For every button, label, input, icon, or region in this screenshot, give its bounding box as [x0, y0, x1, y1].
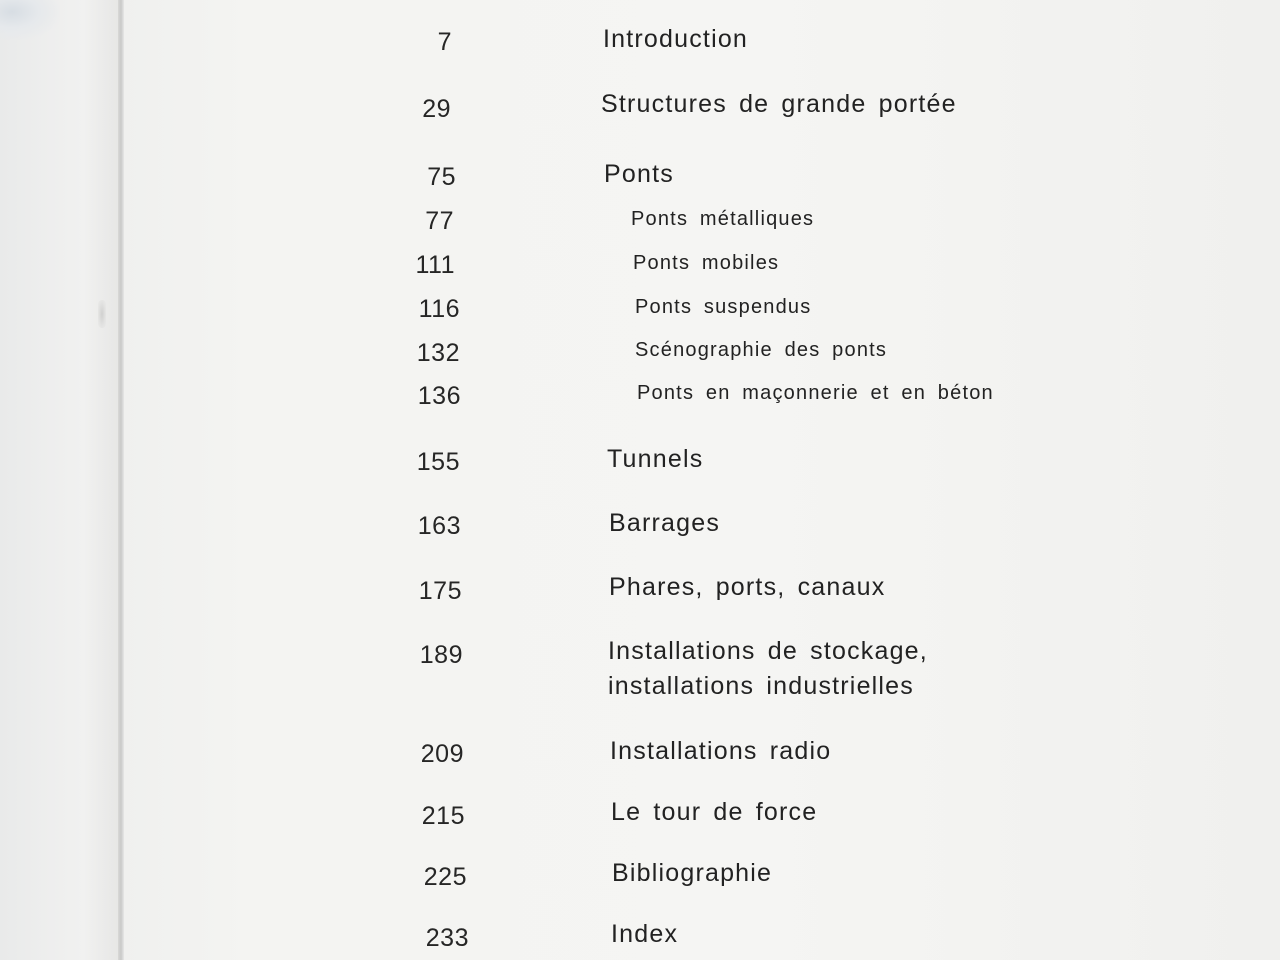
ink-smudge: [0, 0, 60, 40]
toc-entry-title-line: installations industrielles: [608, 672, 914, 700]
toc-page-number: 136: [417, 382, 461, 410]
toc-entry-title: Ponts: [604, 160, 674, 188]
toc-page-number: 75: [427, 163, 456, 191]
toc-entry-title: Barrages: [609, 509, 721, 537]
toc-subentry-title: Ponts en maçonnerie et en béton: [637, 382, 994, 404]
toc-entry-title: Tunnels: [607, 445, 704, 473]
toc-subentry-title: Ponts mobiles: [633, 252, 780, 274]
toc-subentry-title: Ponts suspendus: [635, 296, 812, 318]
toc-subentry-title: Ponts métalliques: [631, 208, 815, 230]
binding-stitch: [98, 300, 106, 328]
toc-page-number: 215: [421, 802, 465, 830]
facing-page-edge: [0, 0, 120, 960]
toc-page-number: 189: [419, 641, 463, 669]
toc-entry-title: Phares, ports, canaux: [609, 573, 886, 601]
toc-entry-title: Le tour de force: [611, 798, 818, 826]
toc-entry-title-multiline: [608, 634, 928, 704]
toc-page-number: 29: [422, 95, 451, 123]
toc-page-number: 163: [417, 512, 461, 540]
toc-page-number: 116: [418, 295, 460, 323]
toc-entry-title: Structures de grande portée: [601, 90, 957, 118]
toc-entry-title: Installations radio: [610, 737, 832, 765]
toc-page-number: 77: [425, 207, 454, 235]
toc-page-number: 225: [423, 863, 467, 891]
toc-entry-title: Bibliographie: [612, 859, 773, 887]
toc-page-number: 111: [415, 251, 455, 279]
toc-page-number: 233: [425, 924, 469, 952]
book-gutter: [118, 0, 124, 960]
toc-page-number: 175: [418, 577, 462, 605]
toc-entry-title: Index: [611, 920, 679, 948]
toc-page-number: 7: [437, 28, 452, 56]
toc-page-number: 209: [420, 740, 464, 768]
toc-page-number: 155: [416, 448, 460, 476]
toc-subentry-title: Scénographie des ponts: [635, 339, 888, 361]
toc-page-number: 132: [416, 339, 460, 367]
toc-entry-title: Introduction: [603, 25, 749, 53]
toc-entry-title-line: Installations de stockage,: [608, 637, 928, 665]
